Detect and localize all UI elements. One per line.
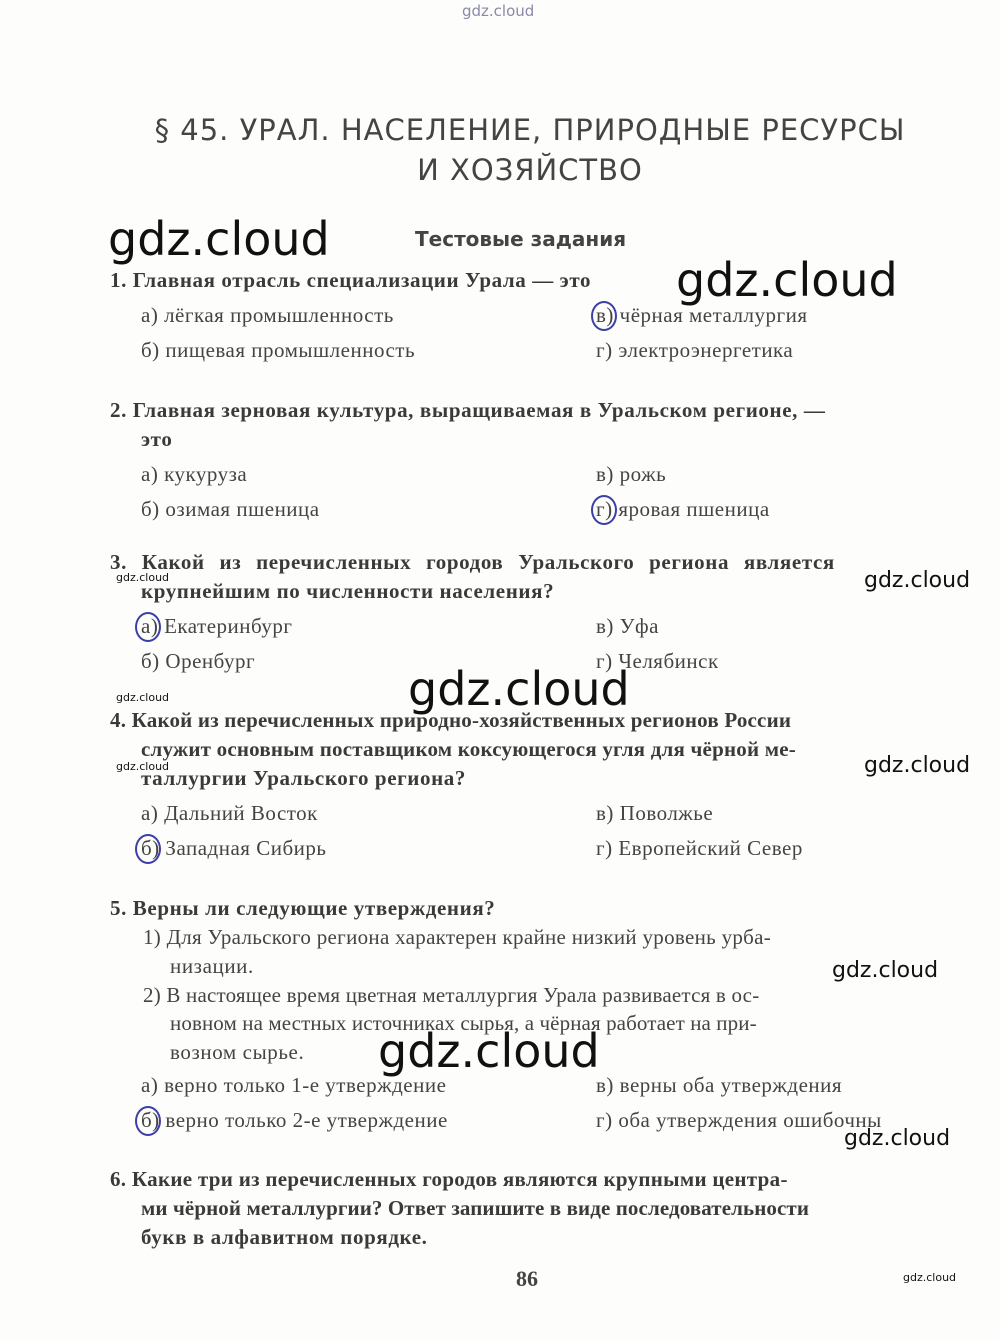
q1-option-g[interactable]: г) электроэнергетика (596, 338, 794, 362)
watermark: gdz.cloud (378, 1024, 600, 1078)
question-4: 4. Какой из перечисленных природно-хозяйственных регионов России (110, 708, 792, 732)
question-6-cont2: букв в алфавитном порядке. (141, 1225, 428, 1249)
watermark: gdz.cloud (408, 662, 630, 716)
q1-option-a[interactable]: а) лёгкая промышленность (141, 303, 394, 327)
q5-option-v[interactable]: в) верны оба утверждения (596, 1073, 843, 1097)
q2-option-b[interactable]: б) озимая пшеница (141, 497, 320, 521)
q5-statement-2-cont: новном на местных источниках сырья, а чёрная работает на при- (170, 1011, 757, 1035)
q5-statement-1-cont: низации. (170, 954, 254, 978)
q2-option-g[interactable]: г) яровая пшеница (596, 497, 770, 521)
answer-circle (135, 612, 161, 642)
q2-option-v[interactable]: в) рожь (596, 462, 667, 486)
q3-option-v[interactable]: в) Уфа (596, 614, 659, 638)
question-1: 1. Главная отрасль специализации Урала — это (110, 268, 592, 292)
question-4-cont: служит основным поставщиком коксующегося угля для чёрной ме- (141, 737, 796, 761)
watermark-top: gdz.cloud (462, 2, 535, 20)
q5-option-a[interactable]: а) верно только 1-е утверждение (141, 1073, 447, 1097)
q4-option-a[interactable]: а) Дальний Восток (141, 801, 318, 825)
watermark: gdz.cloud (116, 571, 170, 584)
question-6-cont: ми чёрной металлургии? Ответ запишите в виде последовательности (141, 1196, 810, 1220)
q5-statement-2-cont2: возном сырье. (170, 1040, 305, 1064)
q4-option-v[interactable]: в) Поволжье (596, 801, 714, 825)
page-number: 86 (516, 1266, 538, 1291)
q5-statement-1: 1) Для Уральского региона характерен крайне низкий уровень урба- (143, 925, 772, 949)
q3-option-a[interactable]: а) Екатеринбург (141, 614, 293, 638)
answer-circle (591, 495, 617, 525)
q3-option-g[interactable]: г) Челябинск (596, 649, 719, 673)
q4-option-g[interactable]: г) Европейский Север (596, 836, 803, 860)
watermark: gdz.cloud (108, 212, 330, 266)
watermark: gdz.cloud (832, 958, 939, 983)
watermark: gdz.cloud (844, 1126, 951, 1151)
q2-option-a[interactable]: а) кукуруза (141, 462, 248, 486)
page-title: § 45. УРАЛ. НАСЕЛЕНИЕ, ПРИРОДНЫЕ РЕСУРСЫ (154, 113, 906, 147)
question-3-cont: крупнейшим по численности населения? (141, 579, 555, 603)
q5-option-b[interactable]: б) верно только 2-е утверждение (141, 1108, 448, 1132)
q3-option-b[interactable]: б) Оренбург (141, 649, 256, 673)
watermark: gdz.cloud (864, 568, 971, 593)
q1-option-v[interactable]: в) чёрная металлургия (596, 303, 808, 327)
q5-statement-2: 2) В настоящее время цветная металлургия Урала развивается в ос- (143, 983, 760, 1007)
question-4-cont2: таллургии Уральского региона? (141, 766, 466, 790)
question-6: 6. Какие три из перечисленных городов являются крупными центра- (110, 1167, 788, 1191)
section-subtitle: Тестовые задания (415, 227, 627, 251)
watermark: gdz.cloud (676, 253, 898, 307)
question-5: 5. Верны ли следующие утверждения? (110, 896, 496, 920)
watermark: gdz.cloud (116, 691, 170, 704)
answer-circle (591, 301, 617, 331)
question-2-cont: это (141, 427, 173, 451)
answer-circle (135, 834, 161, 864)
watermark: gdz.cloud (903, 1271, 957, 1284)
watermark: gdz.cloud (116, 760, 170, 773)
question-2: 2. Главная зерновая культура, выращиваемая в Уральском регионе, — (110, 398, 826, 422)
page-title-line2: И ХОЗЯЙСТВО (417, 153, 643, 187)
watermark: gdz.cloud (864, 753, 971, 778)
q5-option-g[interactable]: г) оба утверждения ошибочны (596, 1108, 882, 1132)
question-3: 3. Какой из перечисленных городов Уральского региона является (110, 550, 835, 574)
q4-option-b[interactable]: б) Западная Сибирь (141, 836, 327, 860)
answer-circle (135, 1106, 161, 1136)
q1-option-b[interactable]: б) пищевая промышленность (141, 338, 416, 362)
